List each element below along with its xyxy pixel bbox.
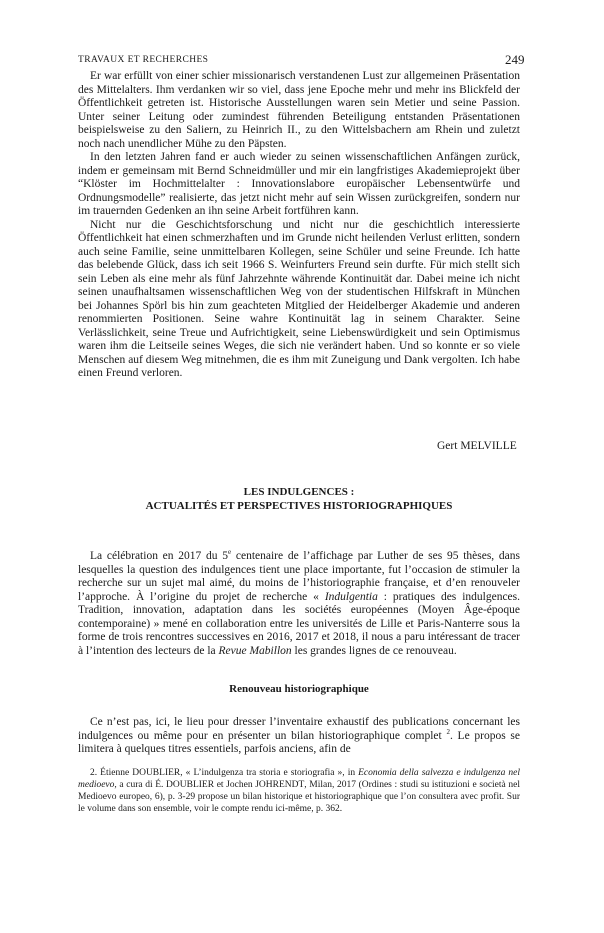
page-number: 249 [505,52,525,67]
fn-italic-title: Economia della salvezza e indulgenza nel medioevo [78,768,520,790]
article-intro-paragraph [78,550,520,658]
fn-text-5: , Milan, 2017 (Ordines : studi su istituzioni e società nel Medioevo europeo, 6), p. 3-29 propose un bilan historique et historiographique que l’on consultera avec profit. Sur le volume dans son ensemble, voir le compte rendu ici-même, p. 362. [78,780,520,814]
footnote [78,767,520,815]
article-intro [78,550,520,658]
obituary-body [78,70,520,381]
fn-text-3: , a cura di É. [114,780,167,790]
section-text-1: Ce n’est pas, ici, le lieu pour dresser l’inventaire exhaustif des publications concernant les indulgences ou même pour en présenter un bilan historiographique complet [78,716,520,742]
fn-text-4: et Jochen [214,780,256,790]
intro-superscript: e [228,548,232,557]
footnote-reference: 2 [446,727,450,736]
fn-text-2: , « L’indulgenza tra storia e storiografia », in [180,768,359,778]
signature [437,440,517,452]
section-text-2: . Le propos se limitera à quelques titres essentiels, parfois anciens, afin de [78,729,520,755]
running-head: TRAVAUX ET RECHERCHES [78,55,209,65]
intro-italic-indulgentia: Indulgentia [324,590,378,603]
fn-author-doublier-2: DOUBLIER [166,780,215,790]
signature-last-name: MELVILLE [460,440,517,452]
intro-text-2: centenaire de l’affichage par Luther de ses 95 thèses, dans lesquelles la question des indulgences tient une place importante, fut l’occasion de stimuler la recherche sur un sujet mal aimé, du moins de l’historiographie française, et d’en renouveler l’approche. À l’origine du projet de recherche « [78,550,520,603]
fn-author-johrendt: JOHRENDT [255,780,305,790]
section-heading: Renouveau historiographique [229,683,369,695]
intro-text-1: La célébration en 2017 du 5 [90,550,229,562]
article-title-line-1: LES INDULGENCES : [243,486,355,498]
obituary-paragraph-3: Nicht nur die Geschichtsforschung und nicht nur die geschichtlich interessierte Öffentlichkeit hat einen schmerzhaften und im Grunde nicht heilenden Verlust erlitten, sondern auch seine Familie, seine unmittelbaren Kollegen, seine Schüler und seine Freunde. Ich hatte das belebende Glück, dass ich seit 1966 S. Weinfurters Freund sein durfte. Für mich stellt sich sein Leben als eine mehr als fünf Jahrzehnte währende Kontinuität dar. Dabei meine ich nicht seinen unaufhaltsamen wissenschaftlichen Weg von der studentischen Hilfskraft in München bei Johannes Spörl bis hin zum geachteten Mitglied der Heidelberger Akademie und anderen renommierten Positionen. Seine wahre Kontinuität lag in seinem Charakter. Seine Verlässlichkeit, seine Treue und Aufrichtigkeit, seine Liebenswürdigkeit und sein Optimismus waren ihm die Leitseile seines Weges, die sich nie verändert haben. Und so konnte er so viele Menschen auf diesem Weg mitnehmen, die es ihm mit Zuneigung und Dank vergolten. Ich habe einen Freund verloren. [78,218,520,379]
fn-text-1: 2. Étienne [90,768,133,778]
intro-italic-revue: Revue Mabillon [218,644,292,657]
article-title-line-2: ACTUALITÉS ET PERSPECTIVES HISTORIOGRAPHIQUES [145,500,453,512]
intro-text-3: : pratiques des indulgences. Tradition, innovation, adaptation dans les sociétés européennes (Moyen Âge-époque contemporaine) » mené en collaboration entre les universités de Lille et Paris-Nanterre sous la forme de trois rencontres successives en 2016, 2017 et 2018, il nous a paru intéressant de tracer à l’intention des lecteurs de la [78,590,520,657]
fn-author-doublier: DOUBLIER [132,768,181,778]
obituary-paragraph-1: Er war erfüllt von einer schier missionarisch verstandenen Lust zur allgemeinen Präsentation des Mittelalters. Ihm verdanken wir so viel, dass jene Epoche mehr und mehr ins Blickfeld der Öffentlichkeit getreten ist. Historische Ausstellungen waren sein Metier und seine Passion. Unter seiner Leitung oder zumindest führenden Beteiligung entstanden Präsentationen beispielsweise zu den Saliern, zu Heinrich II., zu den Wittelsbachern am Rhein und zuletzt noch nach unendlicher Mühe zu den Päpsten. [78,70,520,150]
section-paragraph [78,716,520,757]
signature-first-name: Gert [437,440,458,452]
footnote-2 [78,767,520,815]
obituary-paragraph-2: In den letzten Jahren fand er auch wieder zu seinen wissenschaftlichen Anfängen zurück, indem er gemeinsam mit Bernd Schneidmüller und mir ein langfristiges Akademieprojekt über “Klöster im Hochmittelalter : Innovationslabore europäischer Lebensentwürfe und Ordnungsmodelle” realisierte, das jetzt nicht mehr auf sein Wissen zurückgreifen, sondern nur im trauernden Gedenken an ihn seine Arbeit fortführen kann. [78,151,520,217]
intro-text-4: les grandes lignes de ce renouveau. [291,644,457,657]
section-body [78,716,520,757]
